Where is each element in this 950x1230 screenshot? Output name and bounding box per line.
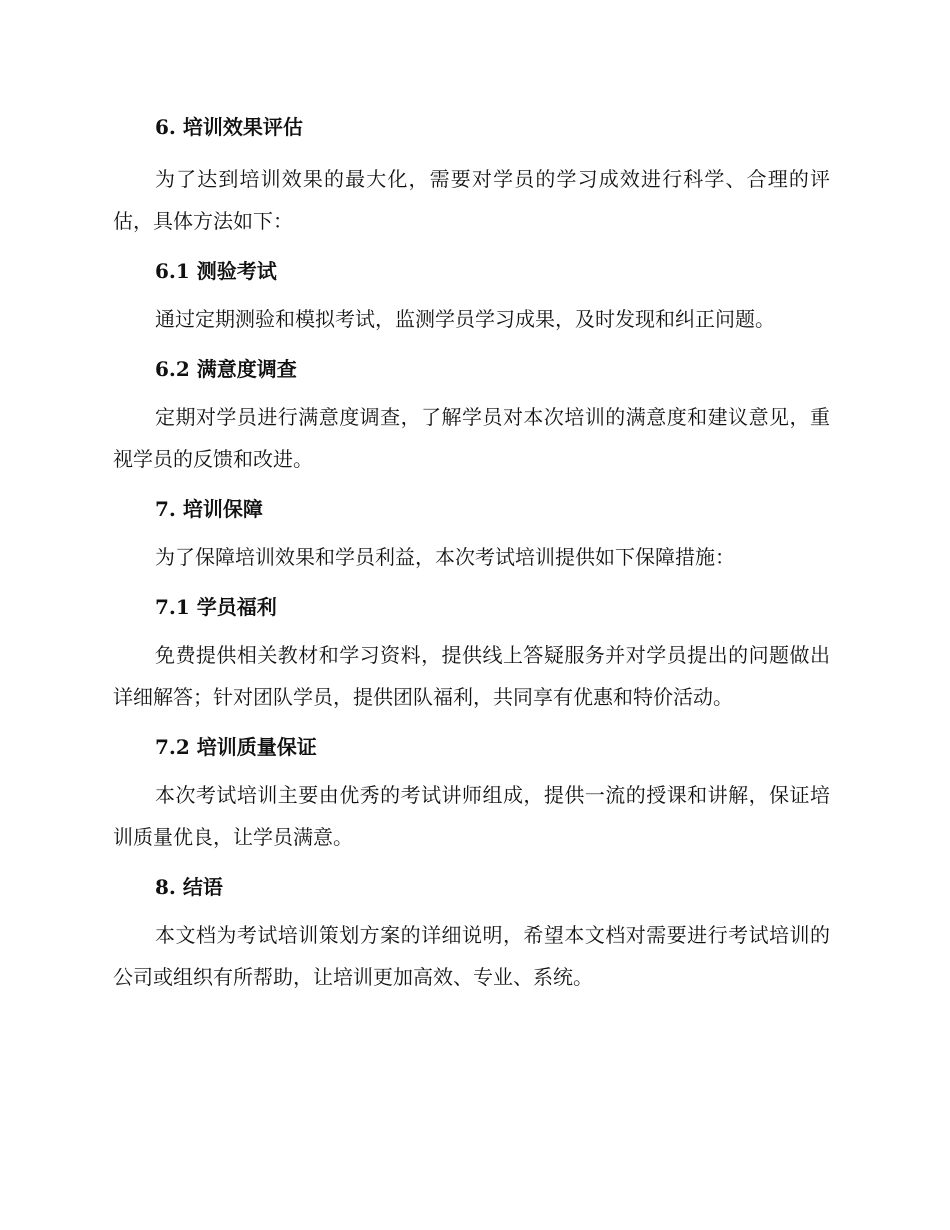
section-heading-8: 8. 结语 xyxy=(155,875,223,899)
section-paragraph-7-2: 本次考试培训主要由优秀的考试讲师组成，提供一流的授课和讲解，保证培训质量优良，让学员满意。 xyxy=(113,783,830,849)
section-paragraph-8: 本文档为考试培训策划方案的详细说明，希望本文档对需要进行考试培训的公司或组织有所帮助，让培训更加高效、专业、系统。 xyxy=(113,923,830,989)
section-paragraph-7-1: 免费提供相关教材和学习资料，提供线上答疑服务并对学员提出的问题做出详细解答；针对团队学员，提供团队福利，共同享有优惠和特价活动。 xyxy=(113,643,830,709)
section-paragraph-6-1: 通过定期测验和模拟考试，监测学员学习成果，及时发现和纠正问题。 xyxy=(155,307,775,331)
section-heading-7: 7. 培训保障 xyxy=(155,497,263,521)
section-heading-7-1: 7.1 学员福利 xyxy=(155,595,277,619)
section-heading-6-2: 6.2 满意度调查 xyxy=(155,357,297,381)
section-paragraph-6-2: 定期对学员进行满意度调查，了解学员对本次培训的满意度和建议意见，重视学员的反馈和改进。 xyxy=(113,405,830,471)
section-paragraph-7: 为了保障培训效果和学员利益，本次考试培训提供如下保障措施： xyxy=(155,545,735,569)
section-heading-6: 6. 培训效果评估 xyxy=(155,115,303,139)
section-heading-6-1: 6.1 测验考试 xyxy=(155,259,277,283)
section-heading-7-2: 7.2 培训质量保证 xyxy=(155,735,317,759)
section-paragraph-6: 为了达到培训效果的最大化，需要对学员的学习成效进行科学、合理的评估，具体方法如下： xyxy=(113,167,830,233)
